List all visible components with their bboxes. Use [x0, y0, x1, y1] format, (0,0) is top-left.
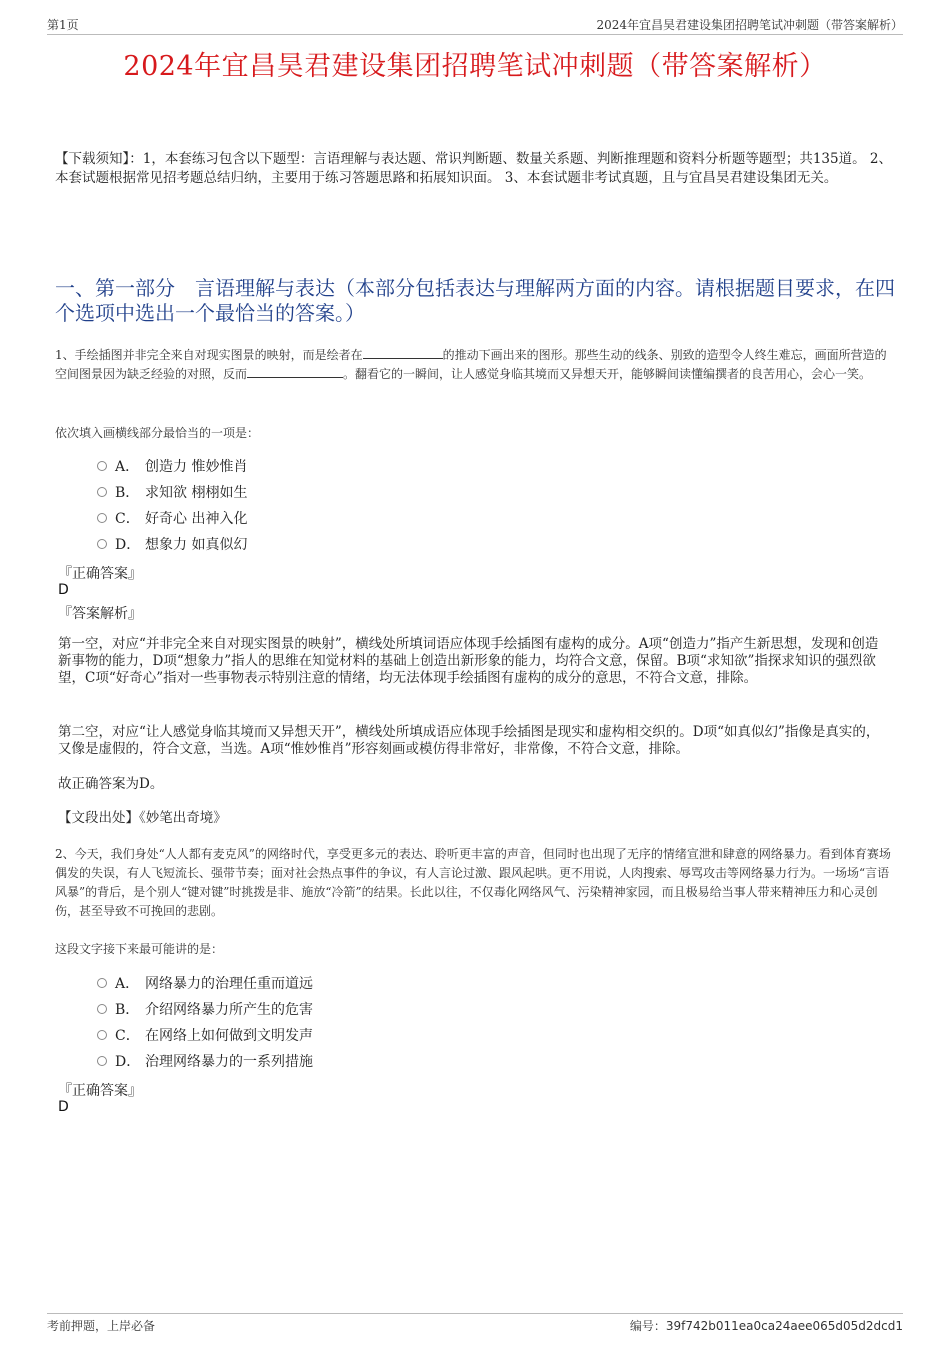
radio-icon[interactable]: [97, 461, 107, 471]
question-2-prompt: 这段文字接下来最可能讲的是：: [55, 942, 224, 956]
question-1-options: [97, 453, 247, 557]
analysis-label: 『答案解析』: [58, 606, 142, 622]
answer-label: 『正确答案』: [58, 1083, 142, 1099]
question-2-text: 2、今天，我们身处“人人都有麦克风”的网络时代，享受更多元的表达、聆听更丰富的声音，但同时也出现了无序的情绪宣泄和肆意的网络暴力。看到体育赛场偶发的失误，有人飞短流长、强带节奏；面对社会热点事件的争议，有人言论过激、跟风起哄。更不用说，人肉搜索、辱骂攻击等网络暴力行为。一场场“言语风暴”的背后，是个别人“键对键”时挑拨是非、施放“冷箭”的结果。长此以往，不仅毒化网络风气、污染精神家园，而且极易给当事人带来精神压力和心灵创伤，甚至导致不可挽回的悲剧。: [55, 847, 891, 918]
blank-1: [363, 346, 443, 359]
page-title: 2024年宜昌昊君建设集团招聘笔试冲刺题（带答案解析）: [123, 51, 827, 82]
option-c[interactable]: C． 好奇心 出神入化: [97, 505, 247, 531]
page-number: 第1页: [47, 18, 79, 32]
option-c[interactable]: C． 在网络上如何做到文明发声: [97, 1022, 313, 1048]
option-d[interactable]: D． 治理网络暴力的一系列措施: [97, 1048, 313, 1074]
radio-icon[interactable]: [97, 1004, 107, 1014]
radio-icon[interactable]: [97, 1030, 107, 1040]
section-heading: 一、第一部分 言语理解与表达（本部分包括表达与理解两方面的内容。请根据题目要求，在四个选项中选出一个最恰当的答案。）: [55, 276, 895, 325]
question-1-prompt: 依次填入画横线部分最恰当的一项是：: [55, 426, 260, 440]
answer-value: D: [58, 582, 69, 598]
option-a[interactable]: A． 网络暴力的治理任重而道远: [97, 970, 313, 996]
radio-icon[interactable]: [97, 513, 107, 523]
question-1-text: 1、手绘插图并非完全来自对现实图景的映射，而是绘者在 的推动下画出来的图形。那些生动的线条、别致的造型令人终生难忘，画面所营造的空间图景因为缺乏经验的对照，反而 。翻看它的一瞬间，让人感觉身临其境而又异想天开，能够瞬间读懂编撰者的良苦用心，会心一笑。: [55, 348, 887, 381]
page-header: [47, 14, 903, 35]
option-d[interactable]: D． 想象力 如真似幻: [97, 531, 247, 557]
answer-label: 『正确答案』: [58, 566, 142, 582]
option-b[interactable]: B． 介绍网络暴力所产生的危害: [97, 996, 313, 1022]
radio-icon[interactable]: [97, 978, 107, 988]
analysis-conclusion: 故正确答案为D。: [58, 776, 164, 792]
footer-slogan: 考前押题，上岸必备: [47, 1319, 156, 1333]
blank-2: [247, 365, 343, 378]
page-footer: [47, 1313, 903, 1333]
analysis-paragraph-2: 第二空，对应“让人感觉身临其境而又异想天开”，横线处所填成语应体现手绘插图是现实和虚构相交织的。D项“如真似幻”指像是真实的，又像是虚假的，符合文意，当选。A项“惟妙惟肖”形容刻画或模仿得非常好，非常像，不符合文意，排除。: [58, 724, 880, 757]
option-a[interactable]: A． 创造力 惟妙惟肖: [97, 453, 247, 479]
radio-icon[interactable]: [97, 539, 107, 549]
serial-code: 39f742b011ea0ca24aee065d05d2dcd1: [665, 1319, 903, 1333]
option-b[interactable]: B． 求知欲 栩栩如生: [97, 479, 247, 505]
radio-icon[interactable]: [97, 487, 107, 497]
footer-serial: 编号：39f742b011ea0ca24aee065d05d2dcd1: [629, 1319, 903, 1333]
question-2-options: [97, 970, 313, 1074]
download-notice: 【下载须知】：1，本套练习包含以下题型：言语理解与表达题、常识判断题、数量关系题、判断推理题和资料分析题等题型；共135道。 2、本套试题根据常见招考题总结归纳，主要用于练习答题思路和拓展知识面。 3、本套试题非考试真题，且与宜昌昊君建设集团无关。: [55, 151, 892, 186]
answer-value: D: [58, 1099, 69, 1115]
passage-source: 【文段出处】《妙笔出奇境》: [58, 810, 227, 826]
radio-icon[interactable]: [97, 1056, 107, 1066]
header-doc-title: 2024年宜昌昊君建设集团招聘笔试冲刺题（带答案解析）: [596, 18, 903, 32]
analysis-paragraph-1: 第一空，对应“并非完全来自对现实图景的映射”，横线处所填词语应体现手绘插图有虚构的成分。A项“创造力”指产生新思想，发现和创造新事物的能力，D项“想象力”指人的思维在知觉材料的基础上创造出新形象的能力，均符合文意，保留。B项“求知欲”指探求知识的强烈欲望，C项“好奇心”指对一些事物表示特别注意的情绪，均无法体现手绘插图有虚构的成分的意思，不符合文意，排除。: [58, 636, 879, 686]
